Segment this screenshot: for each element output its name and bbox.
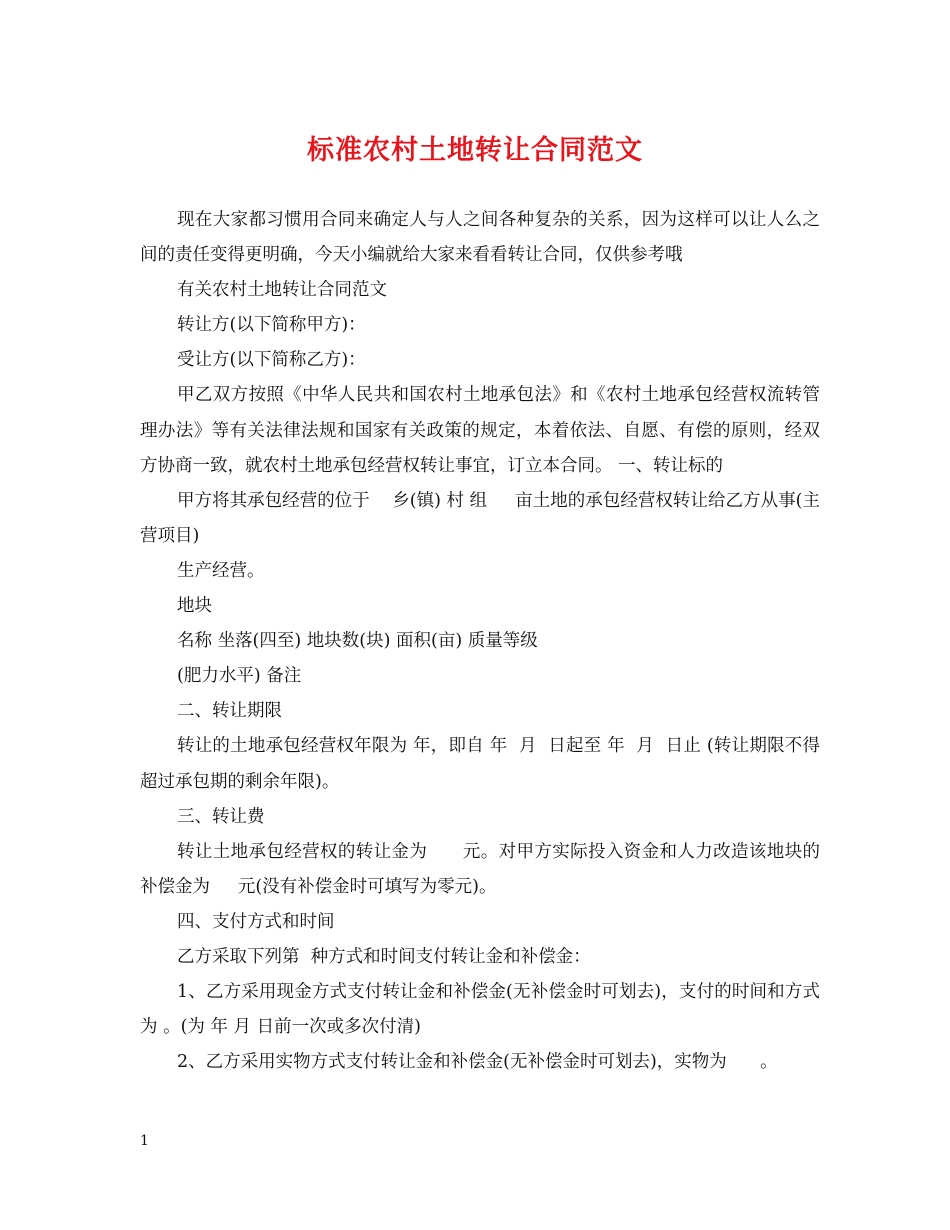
paragraph-plot-columns-2: (肥力水平) 备注 xyxy=(177,666,302,687)
paragraph-plot: 地块 xyxy=(177,596,212,617)
paragraph-operation: 生产经营。 xyxy=(177,560,265,581)
section-heading-fee: 三、转让费 xyxy=(177,806,265,827)
paragraph-payment-goods: 2、乙方采用实物方式支付转让金和补偿金(无补偿金时可划去)，实物为 。 xyxy=(177,1052,778,1073)
section-heading-payment: 四、支付方式和时间 xyxy=(177,911,335,932)
paragraph-term: 转让的土地承包经营权年限为 年，即自 年 月 日起至 年 月 日止 (转让期限不得超过承包期的剩余年限)。 xyxy=(140,736,820,792)
document-body xyxy=(140,203,820,1080)
paragraph-transferor: 转让方(以下简称甲方)： xyxy=(177,315,366,336)
document-title: 标准农村土地转让合同范文 xyxy=(307,135,643,166)
paragraph-plot-columns: 名称 坐落(四至) 地块数(块) 面积(亩) 质量等级 xyxy=(177,631,538,652)
paragraph-intro: 现在大家都习惯用合同来确定人与人之间各种复杂的关系，因为这样可以让人么之间的责任变得更明确，今天小编就给大家来看看转让合同，仅供参考哦 xyxy=(140,210,820,266)
paragraph-basis: 甲乙双方按照《中华人民共和国农村土地承包法》和《农村土地承包经营权流转管理办法》等有关法律法规和国家有关政策的规定，本着依法、自愿、有偿的原则，经双方协商一致，就农村土地承包经营权转让事宜，订立本合同。 一、转让标的 xyxy=(140,385,820,476)
paragraph-payment-cash: 1、乙方采用现金方式支付转让金和补偿金(无补偿金时可划去)，支付的时间和方式为 。(为 年 月 日前一次或多次付清) xyxy=(140,982,820,1038)
section-heading-term: 二、转让期限 xyxy=(177,701,282,722)
paragraph-transferee: 受让方(以下简称乙方)： xyxy=(177,350,366,371)
page-number: 1 xyxy=(140,1133,149,1149)
paragraph-payment-choice: 乙方采取下列第 种方式和时间支付转让金和补偿金： xyxy=(177,946,591,967)
paragraph-subtitle: 有关农村土地转让合同范文 xyxy=(177,280,387,301)
paragraph-land-location: 甲方将其承包经营的位于 乡(镇) 村 组 亩土地的承包经营权转让给乙方从事(主营项目) xyxy=(140,490,820,546)
paragraph-fee: 转让土地承包经营权的转让金为 元。对甲方实际投入资金和人力改造该地块的补偿金为 元(没有补偿金时可填写为零元)。 xyxy=(140,841,820,897)
